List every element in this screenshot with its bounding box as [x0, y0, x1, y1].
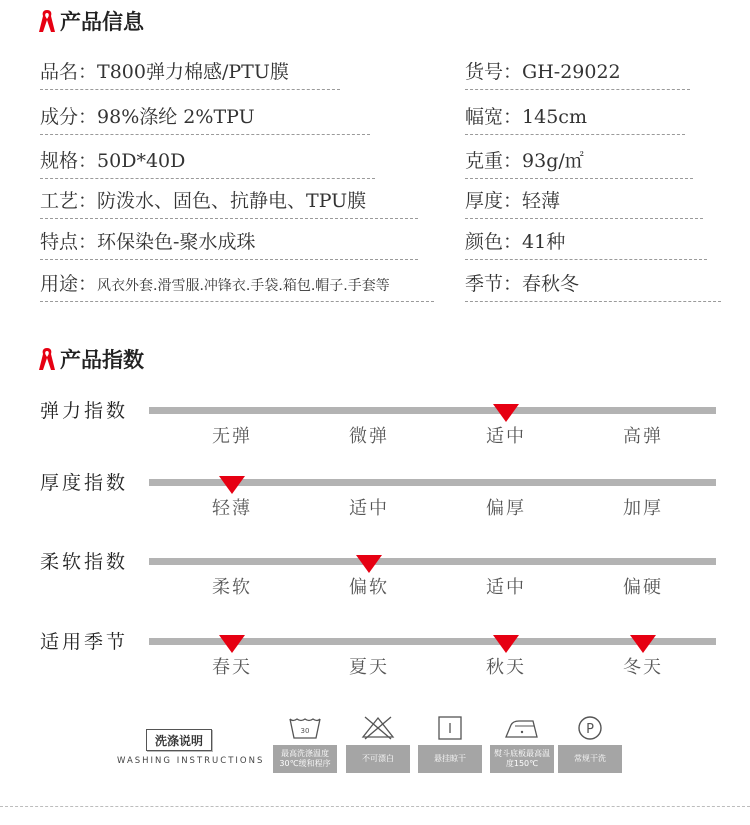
info-row-process: 工艺：防泼水、固色、抗静电、TPU膜 — [40, 186, 366, 213]
index-tick-label: 偏硬 — [623, 577, 663, 598]
index-marker-triangle — [493, 404, 519, 422]
index-tick-label: 加厚 — [623, 498, 663, 519]
wash-caption: 常规干洗 — [558, 745, 622, 773]
index-tick-label: 适中 — [486, 577, 526, 598]
info-row-usage: 用途：风衣外套.滑雪服.冲锋衣.手袋.箱包.帽子.手套等 — [40, 269, 390, 296]
index-tick-label: 柔软 — [212, 577, 252, 598]
index-label: 柔软指数 — [40, 551, 129, 573]
index-marker-triangle — [493, 635, 519, 653]
dry-clean-p-icon — [575, 714, 605, 742]
wash-caption: 悬挂晾干 — [418, 745, 482, 773]
section-title-product-info — [38, 6, 144, 36]
washing-title-box — [146, 729, 212, 751]
section-title-text: 产品指数 — [60, 348, 144, 372]
index-bar — [149, 407, 716, 414]
info-row-composition: 成分：98%涤纶 2%TPU — [40, 102, 255, 129]
index-label: 弹力指数 — [40, 400, 129, 422]
no-bleach-icon — [361, 716, 395, 740]
washing-subtitle: WASHING INSTRUCTIONS — [117, 756, 265, 766]
index-tick-label: 春天 — [212, 657, 252, 678]
wash-tub-30-icon — [288, 716, 322, 740]
index-tick-label: 适中 — [349, 498, 389, 519]
wash-item-iron — [490, 713, 554, 773]
index-label: 厚度指数 — [40, 472, 129, 494]
index-tick-label: 冬天 — [623, 657, 663, 678]
index-marker-triangle — [630, 635, 656, 653]
hang-dry-icon — [433, 715, 467, 741]
section-title-text: 产品信息 — [60, 10, 144, 34]
info-row-weight: 克重：93g/㎡ — [465, 146, 584, 173]
index-tick-label: 秋天 — [486, 657, 526, 678]
iron-low-icon — [503, 716, 541, 740]
svg-text:P: P — [586, 722, 594, 737]
info-row-feature: 特点：环保染色-聚水成珠 — [40, 227, 255, 254]
ribbon-icon — [38, 345, 56, 373]
wash-item-dry-clean — [558, 713, 622, 773]
info-row-season: 季节：春秋冬 — [465, 269, 579, 296]
index-marker-triangle — [219, 635, 245, 653]
wash-caption: 最高洗涤温度30℃缓和程序 — [273, 745, 337, 773]
index-label: 适用季节 — [40, 631, 129, 653]
index-tick-label: 高弹 — [623, 426, 663, 447]
wash-caption: 熨斗底板最高温度150℃ — [490, 745, 554, 773]
wash-item-hang-dry — [418, 713, 482, 773]
wash-item-no-bleach — [346, 713, 410, 773]
wash-caption: 不可漂白 — [346, 745, 410, 773]
info-row-name: 品名：T800弹力棉感/PTU膜 — [40, 57, 289, 84]
index-tick-label: 无弹 — [212, 426, 252, 447]
index-tick-label: 适中 — [486, 426, 526, 447]
info-row-item-no: 货号：GH-29022 — [465, 57, 621, 84]
info-row-spec: 规格：50D*40D — [40, 146, 185, 173]
index-marker-triangle — [356, 555, 382, 573]
section-title-product-index — [38, 344, 144, 374]
info-row-width: 幅宽：145cm — [465, 102, 587, 129]
index-tick-label: 偏软 — [349, 577, 389, 598]
washing-title: 洗涤说明 — [154, 733, 203, 748]
info-row-thickness: 厚度：轻薄 — [465, 186, 560, 213]
index-tick-label: 轻薄 — [212, 498, 252, 519]
info-row-color: 颜色：41种 — [465, 227, 565, 254]
index-marker-triangle — [219, 476, 245, 494]
ribbon-icon — [38, 7, 56, 35]
index-tick-label: 微弹 — [349, 426, 389, 447]
index-bar — [149, 558, 716, 565]
index-tick-label: 夏天 — [349, 657, 389, 678]
wash-item-machine-wash — [273, 713, 337, 773]
index-tick-label: 偏厚 — [486, 498, 526, 519]
svg-text:30: 30 — [300, 727, 310, 735]
bottom-divider — [0, 806, 750, 807]
